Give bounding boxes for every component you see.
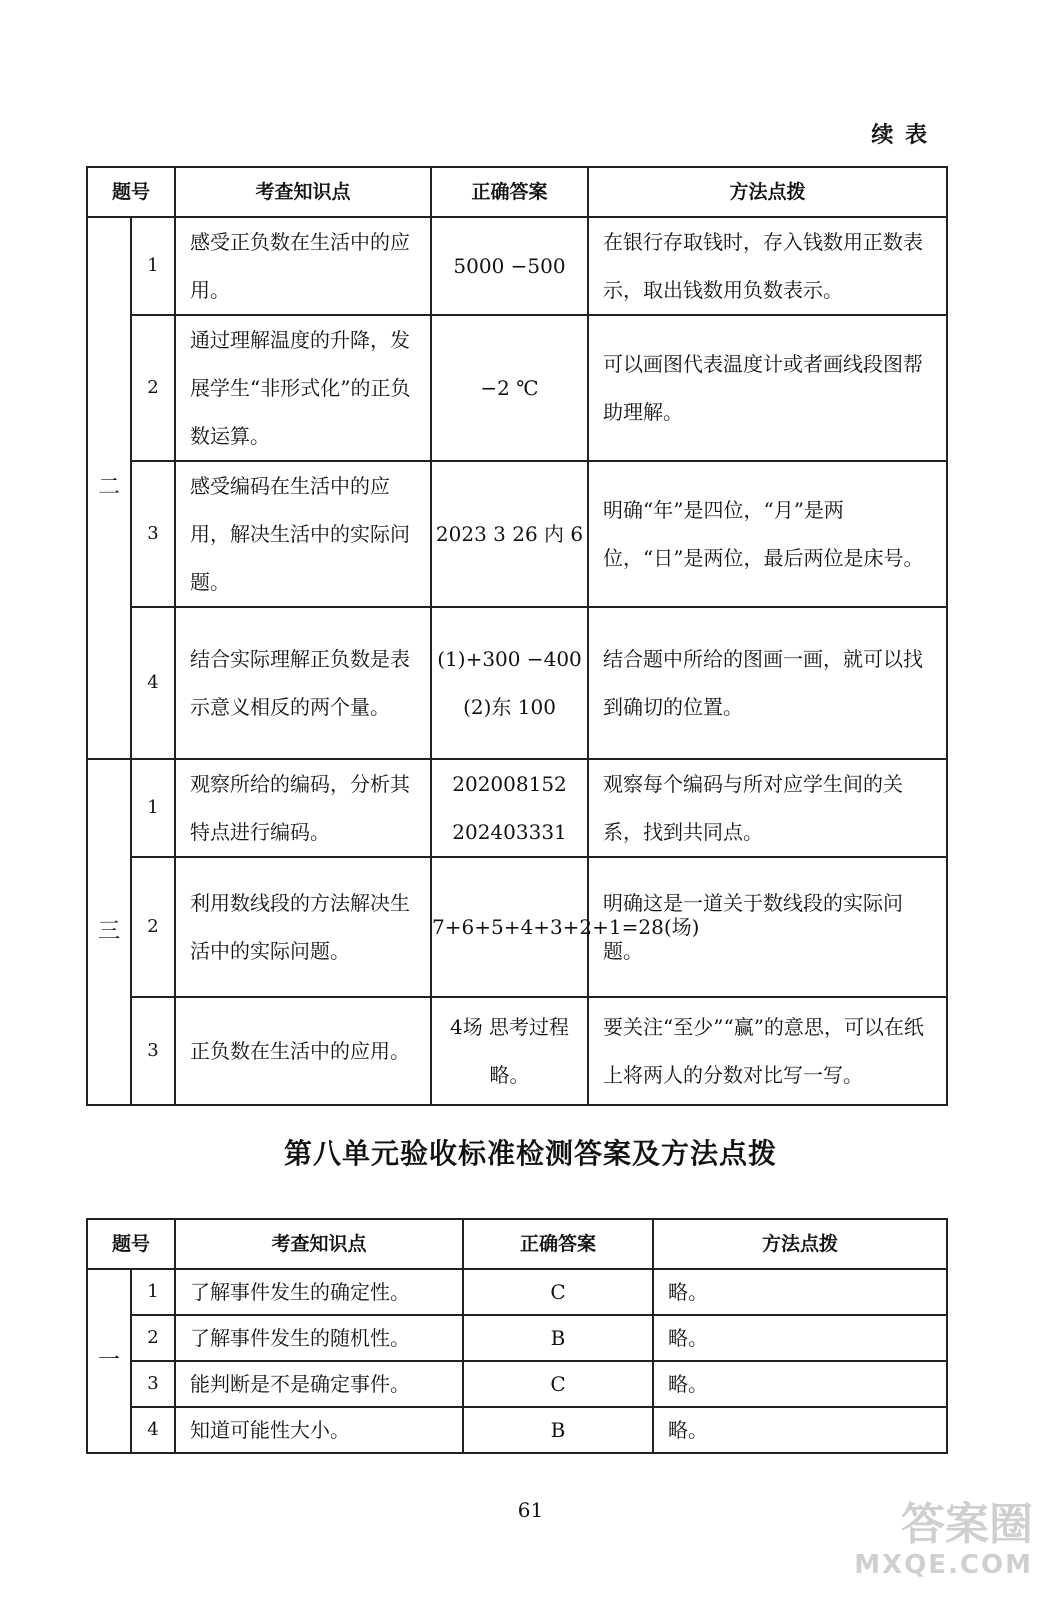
row-number: 4	[131, 1407, 175, 1453]
answer-cell: 202008152 202403331	[431, 759, 588, 857]
answer-table-unit-8	[86, 1218, 948, 1454]
row-number: 1	[131, 759, 175, 857]
answer-cell: C	[463, 1269, 653, 1315]
row-number: 3	[131, 1361, 175, 1407]
row-number: 4	[131, 607, 175, 759]
row-number: 2	[131, 857, 175, 997]
method-cell: 略。	[653, 1361, 947, 1407]
method-cell: 观察每个编码与所对应学生间的关系，找到共同点。	[588, 759, 947, 857]
header-question-no: 题号	[87, 167, 175, 217]
method-cell: 略。	[653, 1269, 947, 1315]
section-title: 第八单元验收标准检测答案及方法点拨	[283, 1137, 777, 1170]
answer-cell: B	[463, 1407, 653, 1453]
group-label-two: 二	[87, 217, 131, 759]
answer-cell: 2023 3 26 内 6	[431, 461, 588, 607]
knowledge-cell: 了解事件发生的随机性。	[175, 1315, 463, 1361]
row-number: 2	[131, 1315, 175, 1361]
table-row	[87, 461, 947, 607]
answer-cell: B	[463, 1315, 653, 1361]
method-cell: 略。	[653, 1407, 947, 1453]
watermark-line-2: MXQE.COM	[854, 1550, 1033, 1580]
knowledge-cell: 利用数线段的方法解决生活中的实际问题。	[175, 857, 431, 997]
table-row	[87, 1269, 947, 1315]
answer-cell: 4场 思考过程略。	[431, 997, 588, 1105]
table-row	[87, 759, 947, 857]
knowledge-cell: 正负数在生活中的应用。	[175, 997, 431, 1105]
answer-cell: −2 ℃	[431, 315, 588, 461]
header-question-no: 题号	[87, 1219, 175, 1269]
knowledge-cell: 知道可能性大小。	[175, 1407, 463, 1453]
continued-label: 续 表	[871, 122, 929, 148]
header-answer: 正确答案	[463, 1219, 653, 1269]
answer-cell: 5000 −500	[431, 217, 588, 315]
answer-table-continued	[86, 166, 948, 1106]
table-row	[87, 1407, 947, 1453]
table-header-row	[87, 1219, 947, 1269]
header-knowledge: 考查知识点	[175, 1219, 463, 1269]
table-row	[87, 997, 947, 1105]
row-number: 3	[131, 461, 175, 607]
header-knowledge: 考查知识点	[175, 167, 431, 217]
answer-cell: C	[463, 1361, 653, 1407]
knowledge-cell: 观察所给的编码，分析其特点进行编码。	[175, 759, 431, 857]
answer-cell: (1)+300 −400 (2)东 100	[431, 607, 588, 759]
knowledge-cell: 能判断是不是确定事件。	[175, 1361, 463, 1407]
table-row	[87, 1315, 947, 1361]
row-number: 3	[131, 997, 175, 1105]
table-header-row	[87, 167, 947, 217]
page-number: 61	[517, 1498, 544, 1522]
header-answer: 正确答案	[431, 167, 588, 217]
row-number: 2	[131, 315, 175, 461]
table-row	[87, 607, 947, 759]
header-method: 方法点拨	[653, 1219, 947, 1269]
method-cell: 结合题中所给的图画一画，就可以找到确切的位置。	[588, 607, 947, 759]
answer-cell: 7+6+5+4+3+2+1=28(场)	[431, 857, 588, 997]
method-cell: 略。	[653, 1315, 947, 1361]
knowledge-cell: 通过理解温度的升降，发展学生“非形式化”的正负数运算。	[175, 315, 431, 461]
method-cell: 明确这是一道关于数线段的实际问题。	[588, 857, 947, 997]
method-cell: 要关注“至少”“赢”的意思，可以在纸上将两人的分数对比写一写。	[588, 997, 947, 1105]
header-method: 方法点拨	[588, 167, 947, 217]
method-cell: 明确“年”是四位，“月”是两位，“日”是两位，最后两位是床号。	[588, 461, 947, 607]
table-row	[87, 857, 947, 997]
knowledge-cell: 感受正负数在生活中的应用。	[175, 217, 431, 315]
row-number: 1	[131, 1269, 175, 1315]
watermark-line-1: 答案圈	[901, 1499, 1033, 1550]
group-label-one: 一	[87, 1269, 131, 1453]
knowledge-cell: 了解事件发生的确定性。	[175, 1269, 463, 1315]
knowledge-cell: 结合实际理解正负数是表示意义相反的两个量。	[175, 607, 431, 759]
table-row	[87, 315, 947, 461]
table-row	[87, 217, 947, 315]
row-number: 1	[131, 217, 175, 315]
knowledge-cell: 感受编码在生活中的应用，解决生活中的实际问题。	[175, 461, 431, 607]
group-label-three: 三	[87, 759, 131, 1105]
method-cell: 可以画图代表温度计或者画线段图帮助理解。	[588, 315, 947, 461]
table-row	[87, 1361, 947, 1407]
watermark-logo	[854, 1500, 1033, 1580]
method-cell: 在银行存取钱时，存入钱数用正数表示，取出钱数用负数表示。	[588, 217, 947, 315]
